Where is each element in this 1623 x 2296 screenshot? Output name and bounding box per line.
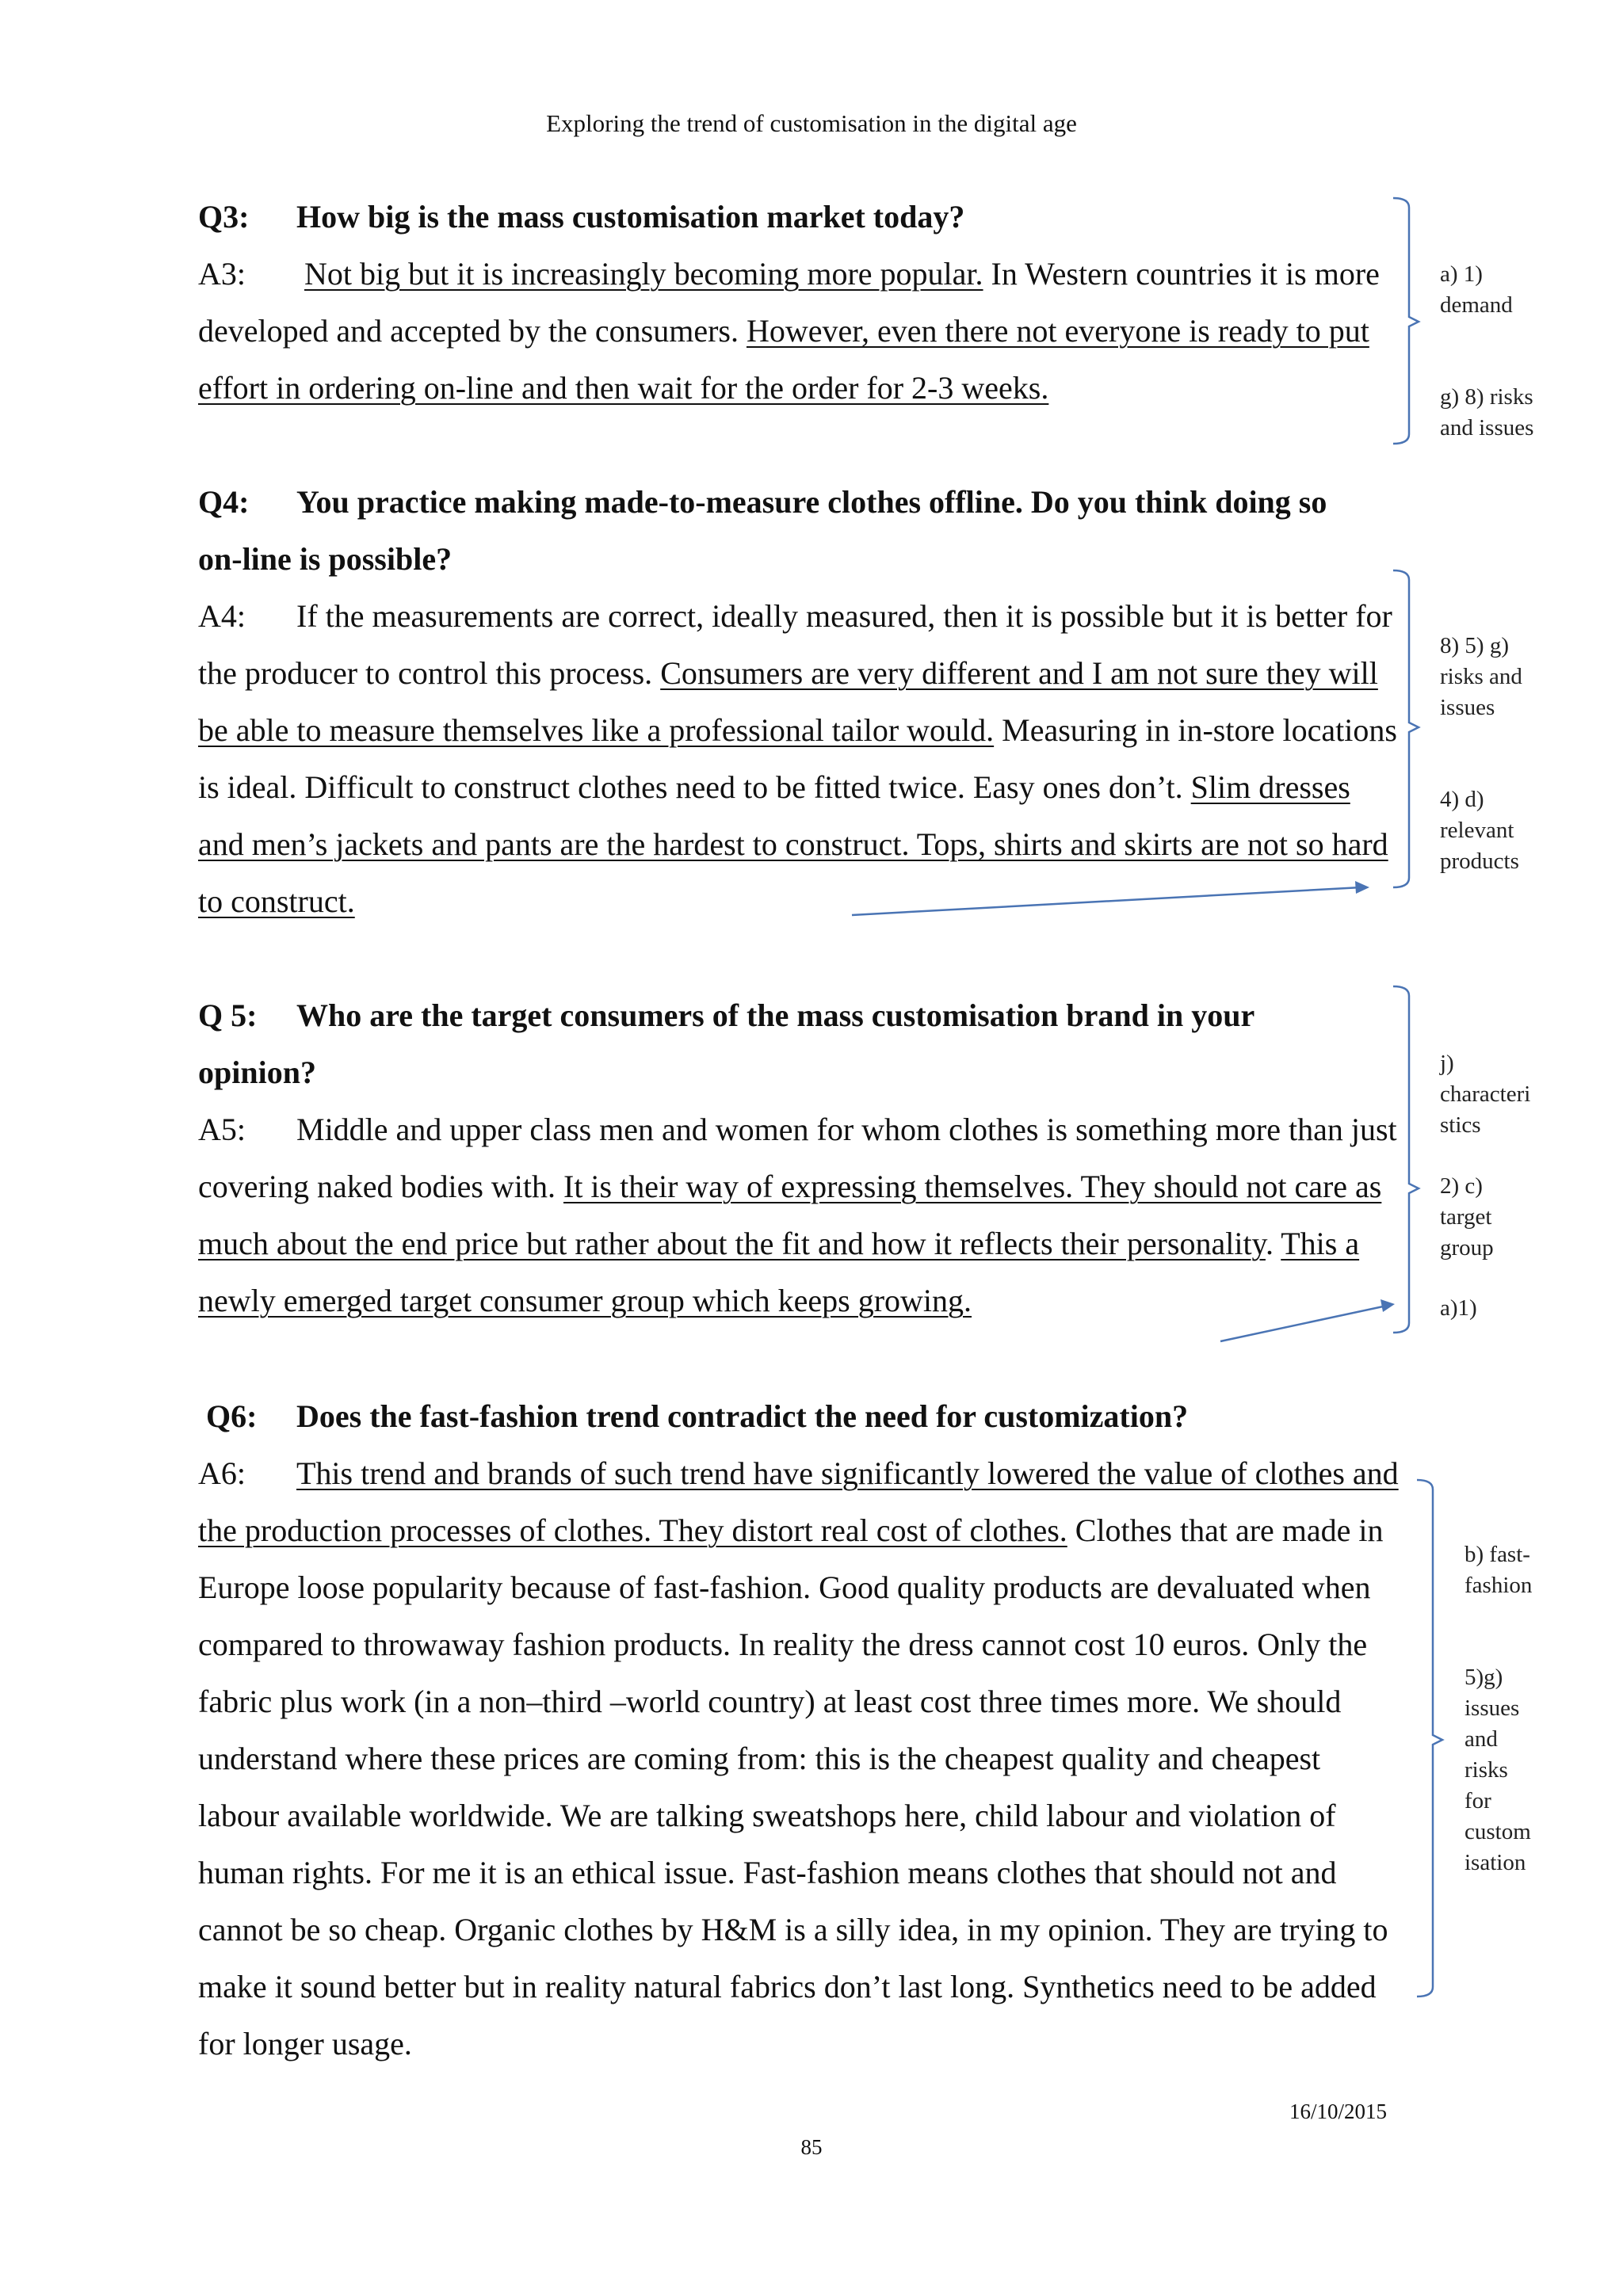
answer-tag: A3: xyxy=(198,256,246,292)
underlined-text: However, even there not everyone is ready to put effort in ordering on-line and then wait for the order for 2-3 weeks. xyxy=(198,313,1369,406)
question-block-q5 xyxy=(198,987,1403,1329)
margin-note-a1: a)1) xyxy=(1440,1295,1477,1321)
margin-note-issues-customisation: 5)g) issues and risks for custom isation xyxy=(1465,1665,1531,1875)
answer-a5 xyxy=(198,1101,1403,1329)
margin-note-risks-issues-q4: 8) 5) g) risks and issues xyxy=(1440,633,1522,720)
question-q4 xyxy=(198,474,1403,588)
answer-text: Clothes that are made in Europe loose popularity because of fast-fashion. Good quality products are devaluated when compared to throwaway fashion products. In reality the dress cannot cost 10 euros. Only the fabric plus work (in a non–third –world country) at least cost three times more. We should understand where these prices are coming from: this is the cheapest quality and cheapest labour available worldwide. We are talking sweatshops here, child labour and violation of human rights. For me it is an ethical issue. Fast-fashion means clothes that should not and cannot be so cheap. Organic clothes by H&M is a silly idea, in my opinion. They are trying to make it sound better but in reality natural fabrics don’t last long. Synthetics need to be added for longer usage. xyxy=(198,1512,1388,2061)
answer-tag: A6: xyxy=(198,1455,246,1491)
underlined-text: Consumers are very different and I am not sure they will be able to measure themselves like a professional tailor would. xyxy=(198,655,1378,748)
bracket-q6 xyxy=(1417,1480,1442,1997)
question-text: on-line is possible? xyxy=(198,541,453,577)
question-tag: Q 5: xyxy=(198,997,258,1033)
question-tag: Q4: xyxy=(198,484,250,520)
underlined-text: It is their way of expressing themselves. They should not care as much about the end price but rather about the fit and how it reflects their personality xyxy=(198,1169,1382,1261)
question-text: Who are the target consumers of the mass customisation brand in your xyxy=(296,997,1255,1033)
page-number: 85 xyxy=(800,2135,823,2159)
question-q5 xyxy=(198,987,1403,1101)
answer-text: If the measurements are correct, ideally measured, then it is possible but it is better for the producer to control this process. xyxy=(198,598,1392,691)
question-block-q6 xyxy=(198,1388,1403,2073)
answer-text: . xyxy=(1265,1226,1281,1261)
question-block-q4 xyxy=(198,474,1403,930)
answer-tag: A4: xyxy=(198,598,246,634)
underlined-text: Slim dresses and men’s jackets and pants are the hardest to construct. Tops, shirts and skirts are not so hard to construct. xyxy=(198,769,1388,919)
question-text: You practice making made-to-measure clothes offline. Do you think doing so xyxy=(296,484,1327,520)
answer-text: In Western countries it is more developed and accepted by the consumers. xyxy=(198,256,1380,349)
question-text: opinion? xyxy=(198,1055,316,1090)
answer-text: Middle and upper class men and women for whom clothes is something more than just covering naked bodies with. xyxy=(198,1112,1397,1204)
footer-date: 16/10/2015 xyxy=(1289,2100,1387,2123)
answer-tag: A5: xyxy=(198,1112,246,1147)
question-q3 xyxy=(198,189,1403,246)
question-q6 xyxy=(198,1388,1403,1445)
margin-note-relevant-products: 4) d) relevant products xyxy=(1440,787,1519,874)
margin-note-risks-issues: g) 8) risks and issues xyxy=(1440,384,1534,441)
answer-a3 xyxy=(198,246,1403,417)
running-header: Exploring the trend of customisation in the digital age xyxy=(546,109,1077,137)
underlined-text: This trend and brands of such trend have significantly lowered the value of clothes and the production processes of clothes. They distort real cost of clothes. xyxy=(198,1455,1399,1548)
answer-a4 xyxy=(198,588,1403,930)
underlined-text: Not big but it is increasingly becoming more popular. xyxy=(304,256,983,292)
question-text: Does the fast-fashion trend contradict the need for customization? xyxy=(296,1398,1189,1434)
answer-text: Measuring in in-store locations is ideal. Difficult to construct clothes need to be fitted twice. Easy ones don’t. xyxy=(198,712,1397,805)
answer-a6 xyxy=(198,1445,1403,2073)
question-tag: Q6: xyxy=(206,1398,258,1434)
margin-note-fast-fashion: b) fast- fashion xyxy=(1465,1542,1533,1598)
question-block-q3 xyxy=(198,189,1403,417)
margin-note-characteristics: j) characteri stics xyxy=(1440,1051,1531,1138)
question-text: How big is the mass customisation market today? xyxy=(296,199,965,235)
question-tag: Q3: xyxy=(198,199,250,235)
underlined-text: This a newly emerged target consumer group which keeps growing. xyxy=(198,1226,1360,1318)
margin-note-demand: a) 1) demand xyxy=(1440,261,1513,318)
margin-note-target-group: 2) c) target group xyxy=(1440,1173,1494,1261)
